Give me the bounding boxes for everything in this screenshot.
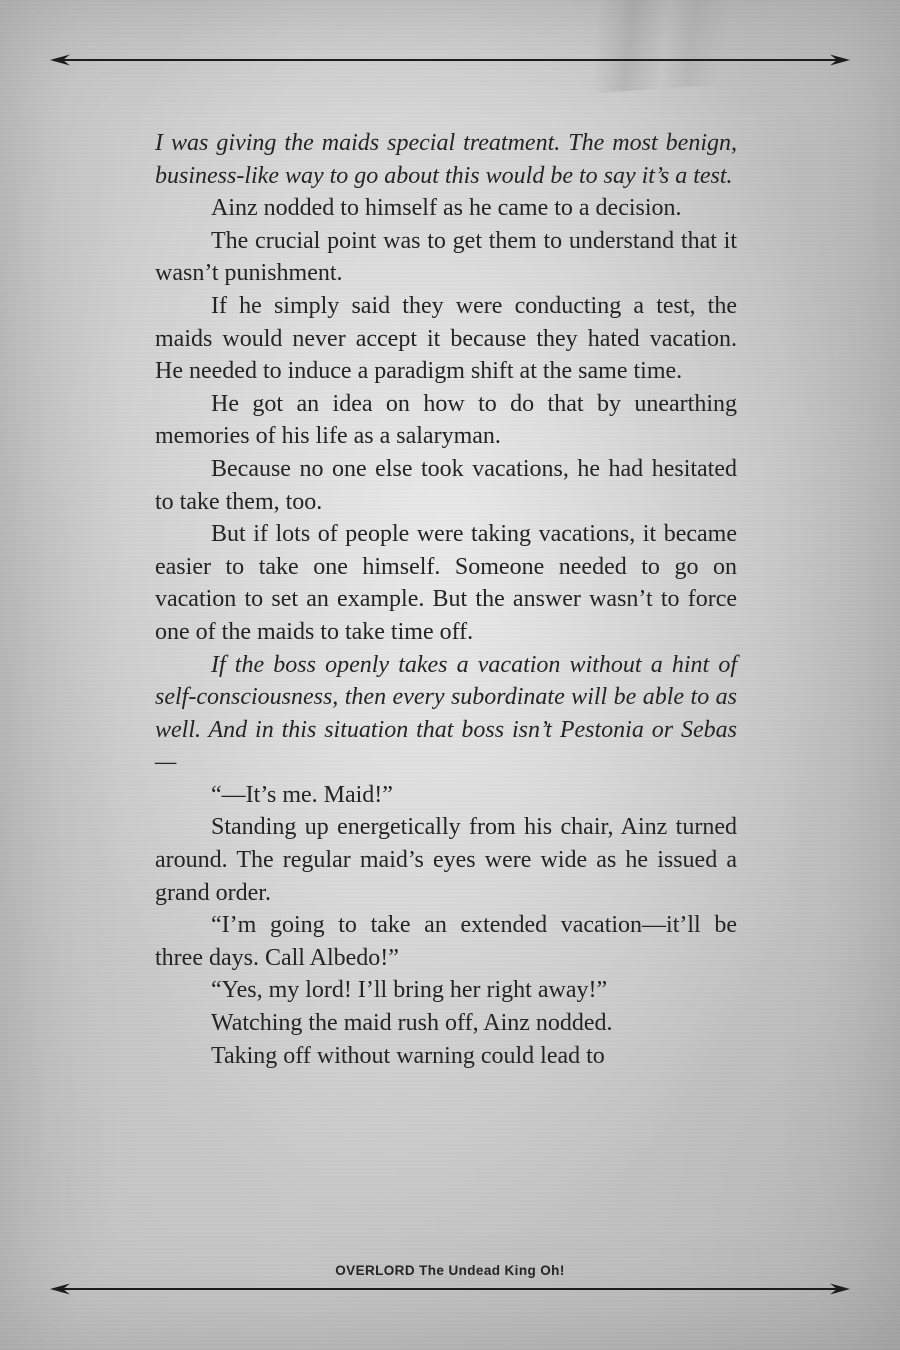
bottom-rule-decoration xyxy=(50,1281,850,1297)
paragraph: “—It’s me. Maid!” xyxy=(211,781,393,808)
paragraph: Watching the maid rush off, Ainz nodded. xyxy=(211,1010,613,1037)
top-rule-decoration xyxy=(50,52,850,68)
paragraph: “Yes, my lord! I’ll bring her right away!” xyxy=(211,977,608,1004)
paragraph: He got an idea on how to do that by unearthing memories of his life as a salaryman. xyxy=(155,390,737,450)
paragraph: If the boss openly takes a vacation without a hint of self-consciousness, then every subordinate will be able to as well. And in this situation that boss isn’t Pestonia or Sebas— xyxy=(155,651,737,776)
paragraph: If he simply said they were conducting a test, the maids would never accept it because they hated vacation. He needed to induce a paradigm shift at the same time. xyxy=(155,292,737,385)
paragraph: “I’m going to take an extended vacation—it’ll be three days. Call Albedo!” xyxy=(155,912,737,971)
paragraph: Standing up energetically from his chair, Ainz turned around. The regular maid’s eyes were wide as he issued a grand order. xyxy=(155,814,737,906)
paragraph: The crucial point was to get them to understand that it wasn’t punishment. xyxy=(155,227,737,287)
paragraph: I was giving the maids special treatment. The most benign, business-like way to go about this would be to say it’s a test. xyxy=(155,130,737,189)
paragraph: Ainz nodded to himself as he came to a decision. xyxy=(211,195,682,222)
text-block xyxy=(155,127,737,1072)
paragraph: But if lots of people were taking vacations, it became easier to take one himself. Someone needed to go on vacation to set an example. But the answer wasn’t to force one of the maids to take time off. xyxy=(155,521,737,645)
footer-title: OVERLORD The Undead King Oh! xyxy=(335,1263,565,1278)
paragraph: Taking off without warning could lead to xyxy=(211,1042,605,1069)
paragraph: Because no one else took vacations, he had hesitated to take them, too. xyxy=(155,455,737,515)
